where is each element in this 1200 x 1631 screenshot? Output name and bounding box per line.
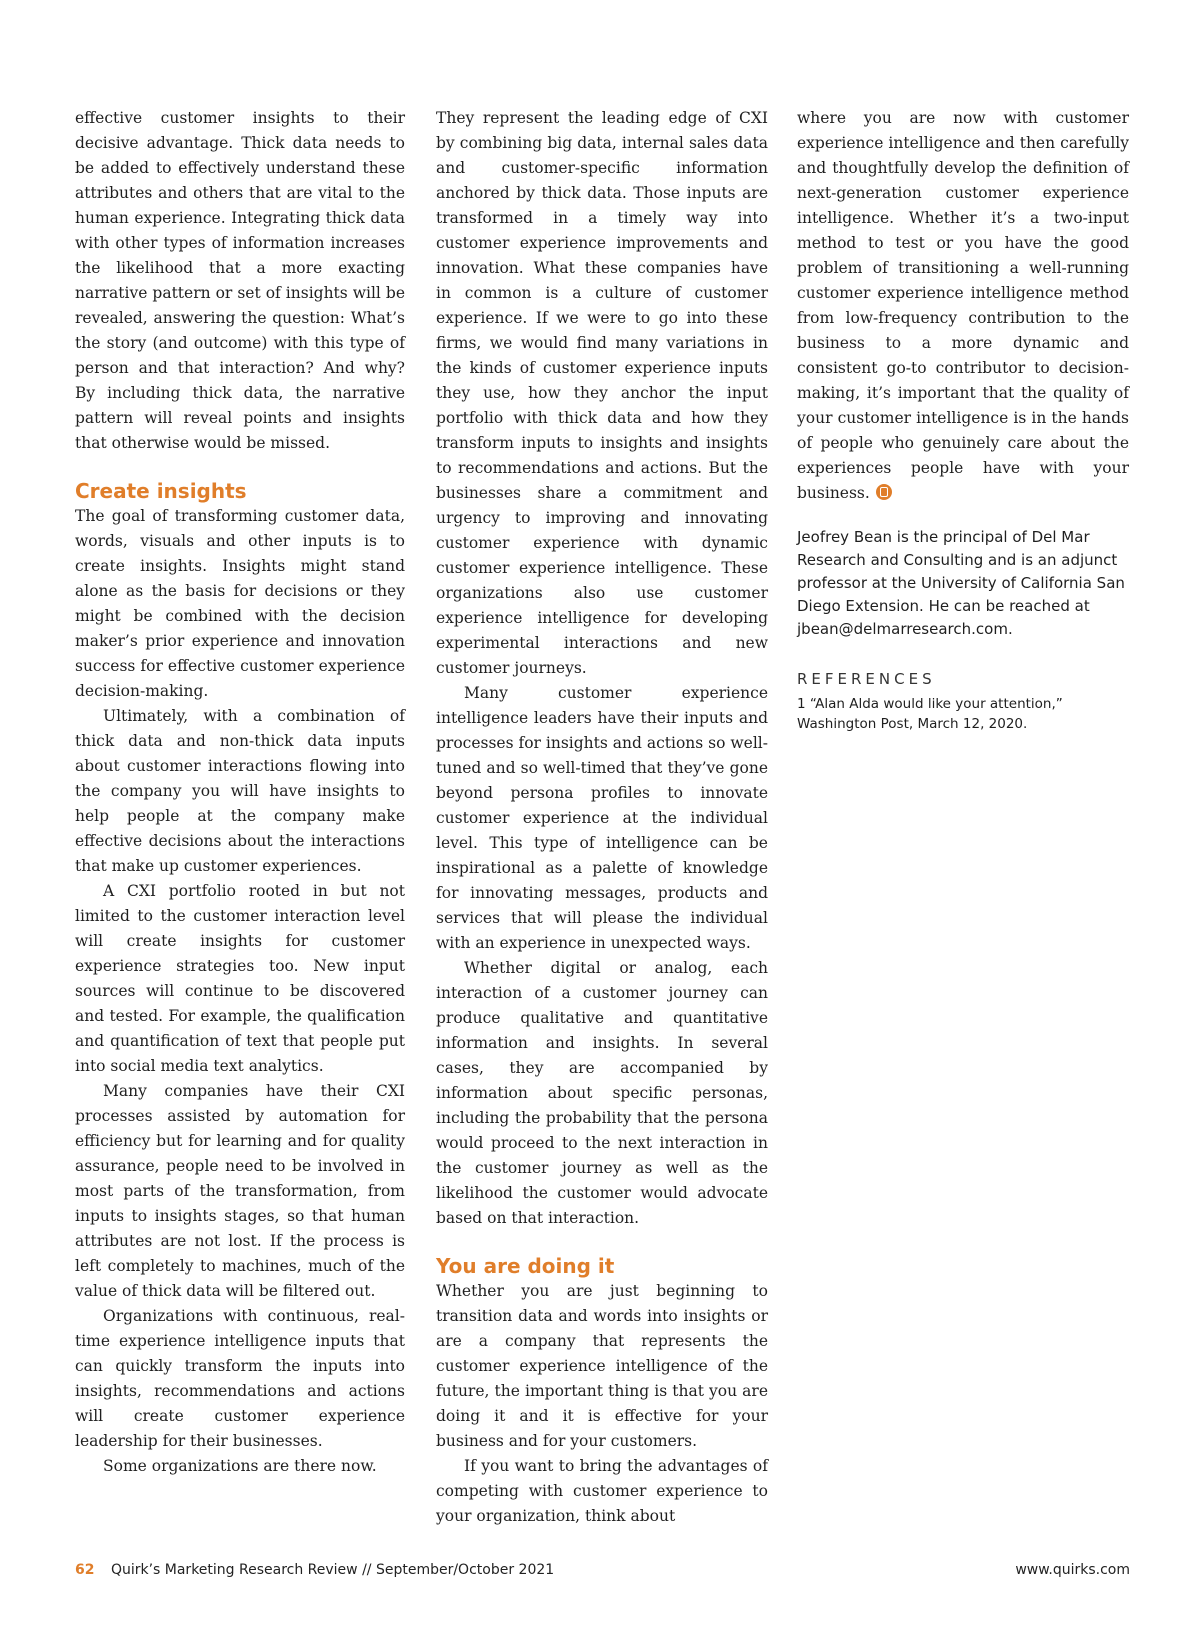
- body-paragraph: [75, 1304, 405, 1454]
- section-heading: [436, 1253, 768, 1279]
- body-paragraph: [75, 879, 405, 1079]
- paragraph-text: Some organizations are there now.: [103, 1457, 377, 1475]
- page-number: 62: [75, 1562, 95, 1578]
- body-paragraph: [75, 504, 405, 704]
- paragraph-text: If you want to bring the advantages of competing with customer experience to your organization, think about: [436, 1457, 768, 1525]
- body-paragraph: [75, 1454, 405, 1479]
- article-column-3: [797, 106, 1129, 734]
- paragraph-text: effective customer insights to their decisive advantage. Thick data needs to be added to effectively understand these attributes and others that are vital to the human experience. Integrating thick data with other types of information increases the likelihood that a more exacting narrative pattern or set of insights will be revealed, answering the question: What’s the story (and outcome) with this type of person and that interaction? And why? By including thick data, the narrative pattern will reveal points and insights that otherwise would be missed.: [75, 109, 405, 452]
- references-title: REFERENCES: [797, 670, 936, 688]
- body-paragraph: [436, 1454, 768, 1529]
- section-heading-text: Create insights: [75, 479, 247, 503]
- paragraph-text: They represent the leading edge of CXI by combining big data, internal sales data and customer-specific information anchored by thick data. Those inputs are transformed in a timely way into customer experience improvements and innovation. What these companies have in common is a culture of customer experience. If we were to go into these firms, we would find many variations in the kinds of customer experience inputs they use, how they anchor the input portfolio with thick data and how they transform inputs to insights and insights to recommendations and actions. But the businesses share a commitment and urgency to improving and innovating customer experience with dynamic customer experience intelligence. These organizations also use customer experience intelligence for developing experimental interactions and new customer journeys.: [436, 109, 768, 677]
- paragraph-text: The goal of transforming customer data, words, visuals and other inputs is to create insights. Insights might stand alone as the basis for decisions or they might be combined with the decision maker’s prior experience and innovation success for effective customer experience decision-making.: [75, 507, 405, 700]
- article-column-2: [436, 106, 768, 1529]
- body-paragraph: [436, 681, 768, 956]
- paragraph-text: Many companies have their CXI processes assisted by automation for efficiency but for learning and for quality assurance, people need to be involved in most parts of the transformation, from inputs to insights stages, so that human attributes are not lost. If the process is left completely to machines, much of the value of thick data will be filtered out.: [75, 1082, 405, 1300]
- paragraph-text: Ultimately, with a combination of thick data and non-thick data inputs about customer interactions flowing into the company you will have insights to help people at the company make effective decisions about the interactions that make up customer experiences.: [75, 707, 405, 875]
- body-paragraph: [797, 106, 1129, 506]
- paragraph-text: where you are now with customer experience intelligence and then carefully and thoughtfully develop the definition of next-generation customer experience intelligence. Whether it’s a two-input method to test or you have the good problem of transitioning a well-running customer experience intelligence method from low-frequency contribution to the business to a more dynamic and consistent go-to contributor to decision-making, it’s important that the quality of your customer intelligence is in the hands of people who genuinely care about the experiences people have with your business.: [797, 109, 1129, 502]
- paragraph-text: Whether digital or analog, each interaction of a customer journey can produce qualitative and quantitative information and insights. In several cases, they are accompanied by information about specific personas, including the probability that the persona would proceed to the next interaction in the customer journey as well as the likelihood the customer would advocate based on that interaction.: [436, 959, 768, 1227]
- section-heading-text: You are doing it: [436, 1254, 615, 1278]
- end-mark-icon: [876, 484, 892, 500]
- author-bio: Jeofrey Bean is the principal of Del Mar Research and Consulting and is an adjunct professor at the University of California San Diego Extension. He can be reached at jbean@delmarresearch.com.: [797, 528, 1125, 638]
- paragraph-text: Organizations with continuous, real-time experience intelligence inputs that can quickly transform the inputs into insights, recommendations and actions will create customer experience leadership for their businesses.: [75, 1307, 405, 1450]
- body-paragraph: [75, 106, 405, 456]
- section-heading: [75, 478, 405, 504]
- page-footer: [75, 1562, 1130, 1586]
- website-url: www.quirks.com: [1015, 1562, 1130, 1578]
- paragraph-text: Many customer experience intelligence leaders have their inputs and processes for insights and actions so well-tuned and so well-timed that they’ve gone beyond persona profiles to innovate customer experience at the individual level. This type of intelligence can be inspirational as a palette of knowledge for innovating messages, products and services that will please the individual with an experience in unexpected ways.: [436, 684, 768, 952]
- reference-item: 1 “Alan Alda would like your attention,” Washington Post, March 12, 2020.: [797, 696, 1063, 732]
- body-paragraph: [436, 1279, 768, 1454]
- body-paragraph: [436, 956, 768, 1231]
- body-paragraph: [75, 704, 405, 879]
- paragraph-text: A CXI portfolio rooted in but not limited to the customer interaction level will create insights for customer experience strategies too. New input sources will continue to be discovered and tested. For example, the qualification and quantification of text that people put into social media text analytics.: [75, 882, 405, 1075]
- paragraph-text: Whether you are just beginning to transition data and words into insights or are a company that represents the customer experience intelligence of the future, the important thing is that you are doing it and it is effective for your business and for your customers.: [436, 1282, 768, 1450]
- body-paragraph: [436, 106, 768, 681]
- body-paragraph: [75, 1079, 405, 1304]
- column-3-body: [797, 106, 1129, 506]
- article-column-1: [75, 106, 405, 1479]
- publication-line: Quirk’s Marketing Research Review // September/October 2021: [110, 1562, 555, 1578]
